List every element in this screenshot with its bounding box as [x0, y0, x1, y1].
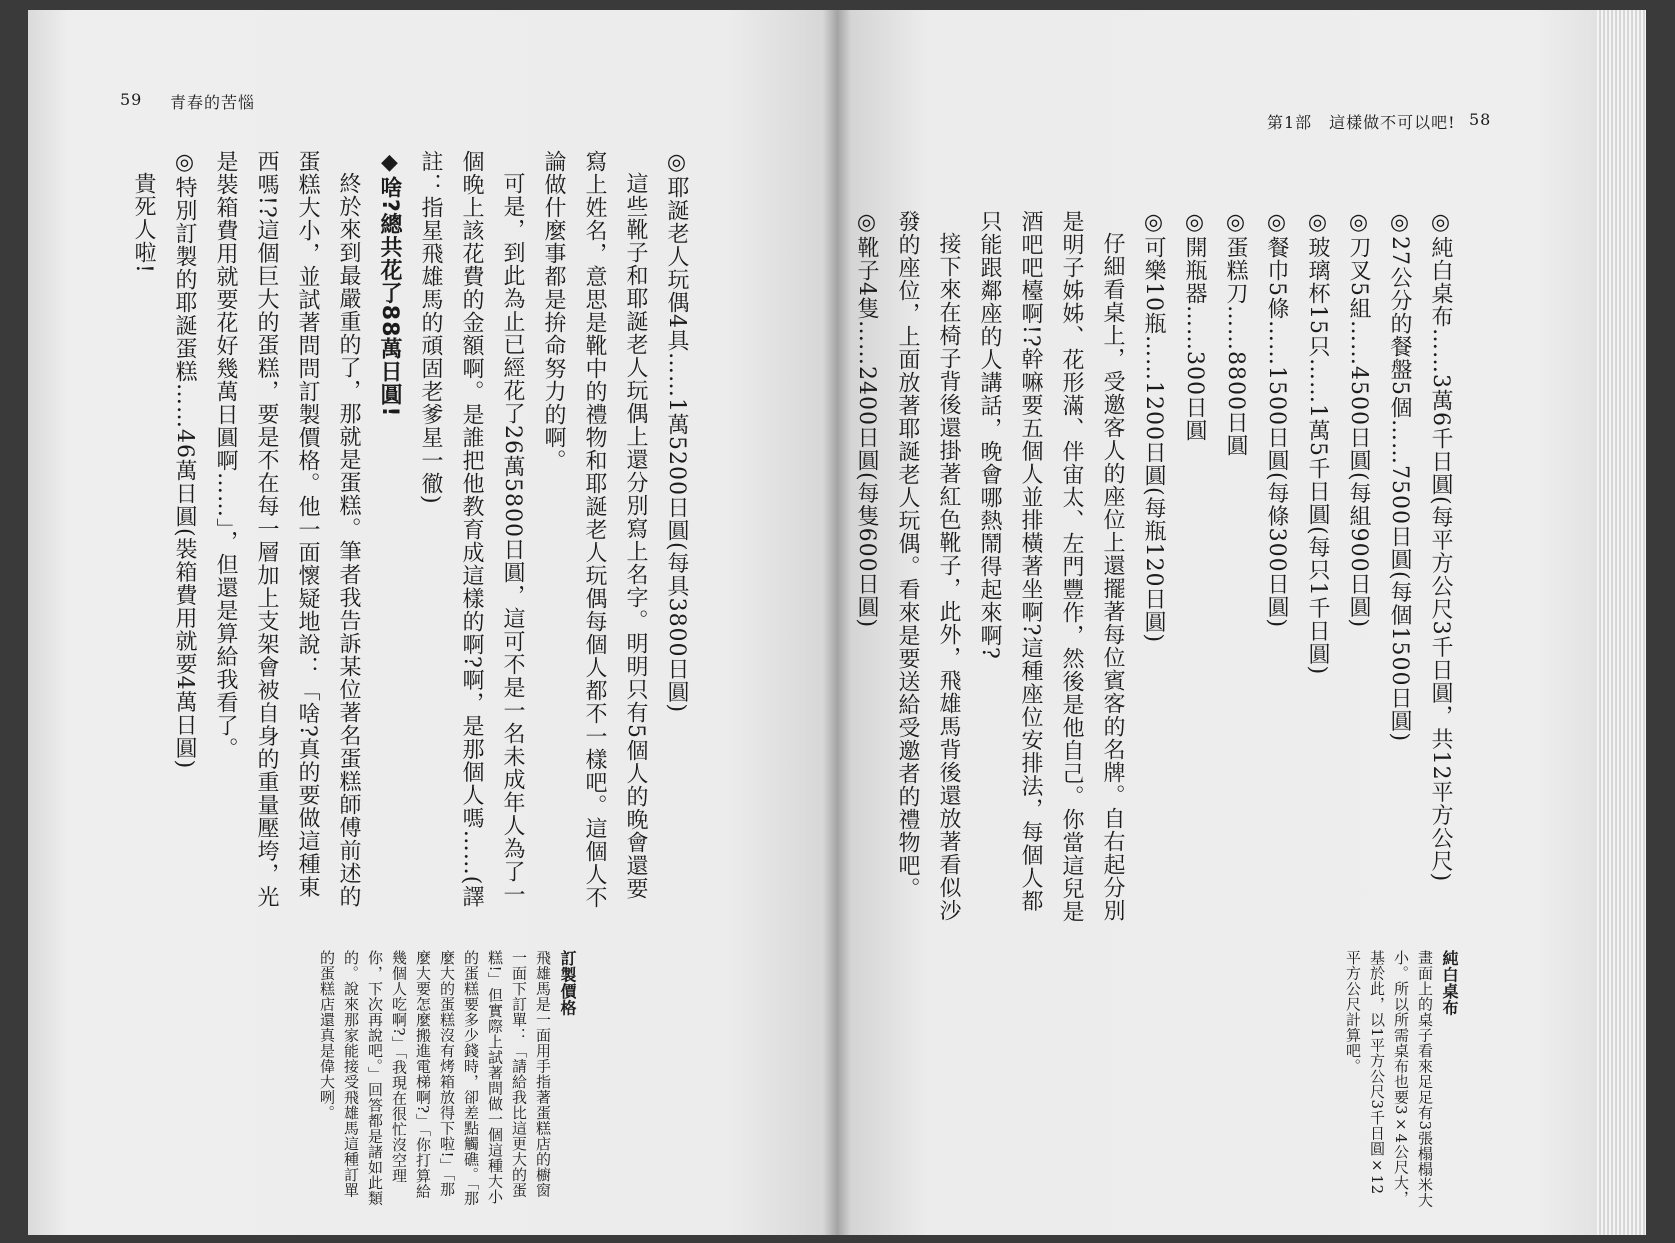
paragraph: ◎玻璃杯15只……1萬5千日圓(每只1千日圓) [1305, 210, 1330, 676]
right-body-text [846, 210, 1461, 930]
paragraph: 接下來在椅子背後還掛著紅色靴子，此外，飛雄馬背後還放著看似沙發的座位，上面放著耶誕老人玩偶。看來是要送給受邀者的禮物吧。 [895, 210, 961, 922]
right-running-title: 第1部 這樣做不可以吧! [1267, 113, 1456, 132]
paragraph: ◎餐巾5條……1500日圓(每條300日圓) [1264, 210, 1289, 629]
paragraph: 可是，到此為止已經花了26萬5800日圓，這可不是一名未成年人為了一個晚上該花費的金額啊。是誰把他教育成這樣的啊?啊，是那個人嗎……(譯註：指星飛雄馬的頑固老爹星一徹) [418, 150, 525, 909]
right-page-number: 58 [1469, 110, 1492, 129]
right-margin-note [1341, 950, 1461, 1210]
paragraph: ◎27公分的餐盤5個……7500日圓(每個1500日圓) [1387, 210, 1412, 743]
left-running-title: 青春的苦惱 [170, 93, 256, 112]
note-text: 飛雄馬是一面用手指著蛋糕店的櫥窗一面下訂單：「請給我比這更大的蛋糕!」但實際上試著問做一個這種大小的蛋糕要多少錢時，卻差點觸礁。「那麼大的蛋糕沒有烤箱放得下啦!」「那麼大要怎麼搬進電梯啊?」「你打算給幾個人吃啊?」「我現在很忙沒空理你，下次再說吧。」回答都是諸如此類的。說來那家能接受飛雄馬這種訂單的蛋糕店還真是偉大咧。 [318, 950, 552, 1206]
left-page-number: 59 [120, 90, 143, 109]
note-text: 畫面上的桌子看來足足有3張榻榻米大小。所以所需桌布也要3×4公尺大，基於此，以1平方公尺3千日圓×12平方公尺計算吧。 [1344, 950, 1434, 1209]
right-page [837, 10, 1597, 1235]
left-margin-note [315, 950, 579, 1210]
book-spread [28, 10, 1646, 1235]
left-body-text [123, 150, 697, 920]
note-title: 訂製價格 [558, 950, 577, 1016]
book-gutter [823, 10, 851, 1235]
paragraph: ◎刀叉5組……4500日圓(每組900日圓) [1346, 210, 1371, 629]
paragraph: ◎蛋糕刀……8800日圓 [1223, 210, 1248, 457]
paragraph: ◎可樂10瓶……1200日圓(每瓶120日圓) [1141, 210, 1166, 644]
note-title: 純白桌布 [1440, 950, 1459, 1016]
paragraph: 終於來到最嚴重的了，那就是蛋糕。筆者我告訴某位著名蛋糕師傅前述的蛋糕大小，並試著問問訂製價格。他一面懷疑地說：「啥?真的要做這種東西嗎!?這個巨大的蛋糕，要是不在每一層加上支架會被自身的重量壓垮，光是裝箱費用就要花好幾萬日圓啊……」，但還是算給我看了。 [213, 150, 361, 909]
paragraph: 貴死人啦! [131, 172, 156, 274]
page-edges [1597, 10, 1646, 1235]
section-heading: ◆啥?總共花了88萬日圓! [377, 150, 402, 418]
left-page [28, 10, 837, 1235]
paragraph: ◎純白桌布……3萬6千日圓(每平方公尺3千日圓，共12平方公尺) [1428, 210, 1453, 883]
paragraph: 仔細看桌上，受邀客人的座位上還擺著每位賓客的名牌。自右起分別是明子姊姊、花形滿、伴宙太、左門豐作，然後是他自己。你當這兒是酒吧吧檯啊!?幹嘛要五個人並排橫著坐啊?這種座位安排法，每個人都只能跟鄰座的人講話，晚會哪熱鬧得起來啊? [977, 210, 1125, 923]
paragraph: ◎靴子4隻……2400日圓(每隻600日圓) [854, 210, 879, 629]
paragraph: ◎開瓶器……300日圓 [1182, 210, 1207, 442]
paragraph: ◎耶誕老人玩偶4具……1萬5200日圓(每具3800日圓) [664, 150, 689, 714]
paragraph: 這些靴子和耶誕老人玩偶上還分別寫上名字。明明只有5個人的晚會還要寫上姓名，意思是靴中的禮物和耶誕老人玩偶每個人都不一樣吧。這個人不論做什麼事都是拚命努力的啊。 [541, 150, 648, 909]
paragraph: ◎特別訂製的耶誕蛋糕……46萬日圓(裝箱費用就要4萬日圓) [172, 150, 197, 770]
